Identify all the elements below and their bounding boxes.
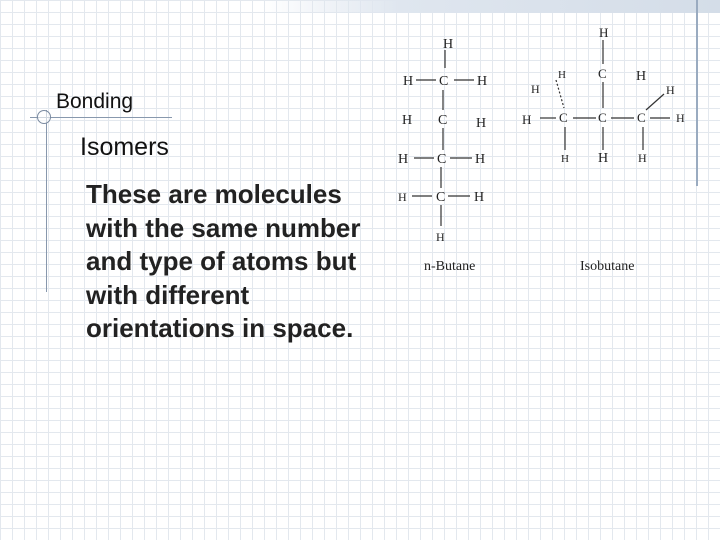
atom-c: C	[436, 190, 446, 205]
atom-h: H	[398, 190, 407, 204]
isobutane-bonds	[540, 40, 670, 150]
atom-h: H	[398, 152, 409, 167]
atom-c: C	[439, 74, 449, 89]
isomer-structures-diagram	[390, 20, 696, 280]
atom-h: H	[676, 111, 685, 125]
accent-horizontal-line	[30, 117, 172, 118]
atom-h: H	[598, 151, 609, 166]
atom-h: H	[531, 82, 540, 96]
atom-c: C	[637, 110, 646, 125]
atom-h: H	[558, 69, 566, 81]
atom-c: C	[598, 110, 607, 125]
atom-h: H	[666, 83, 675, 97]
atom-h: H	[403, 74, 414, 89]
atom-h: H	[436, 230, 445, 244]
atom-h: H	[476, 116, 487, 131]
bond	[646, 94, 664, 110]
atom-h: H	[402, 113, 413, 128]
atom-h: H	[638, 151, 647, 165]
top-decorative-bar	[262, 0, 720, 13]
atom-h: H	[475, 152, 486, 167]
atom-h: H	[561, 153, 569, 165]
atom-c: C	[559, 110, 568, 125]
atom-h: H	[443, 37, 454, 52]
accent-circle	[37, 110, 51, 124]
atom-h: H	[636, 69, 647, 84]
n-butane-atoms	[398, 37, 487, 274]
isobutane-label: Isobutane	[580, 259, 635, 274]
atom-h: H	[474, 190, 485, 205]
atom-h: H	[522, 112, 532, 127]
bond	[556, 80, 564, 108]
right-decorative-line	[696, 0, 698, 186]
atom-h: H	[477, 74, 488, 89]
slide-body-text: These are molecules with the same number and type of atoms but with different orientations in space.	[86, 179, 361, 343]
n-butane-label: n-Butane	[424, 259, 476, 274]
atom-h: H	[599, 25, 609, 40]
atom-c: C	[438, 113, 448, 128]
slide-subheading: Isomers	[80, 133, 169, 161]
atom-c: C	[437, 152, 447, 167]
slide-heading: Bonding	[56, 90, 134, 113]
atom-c: C	[598, 66, 607, 81]
accent-vertical-line	[46, 110, 47, 292]
